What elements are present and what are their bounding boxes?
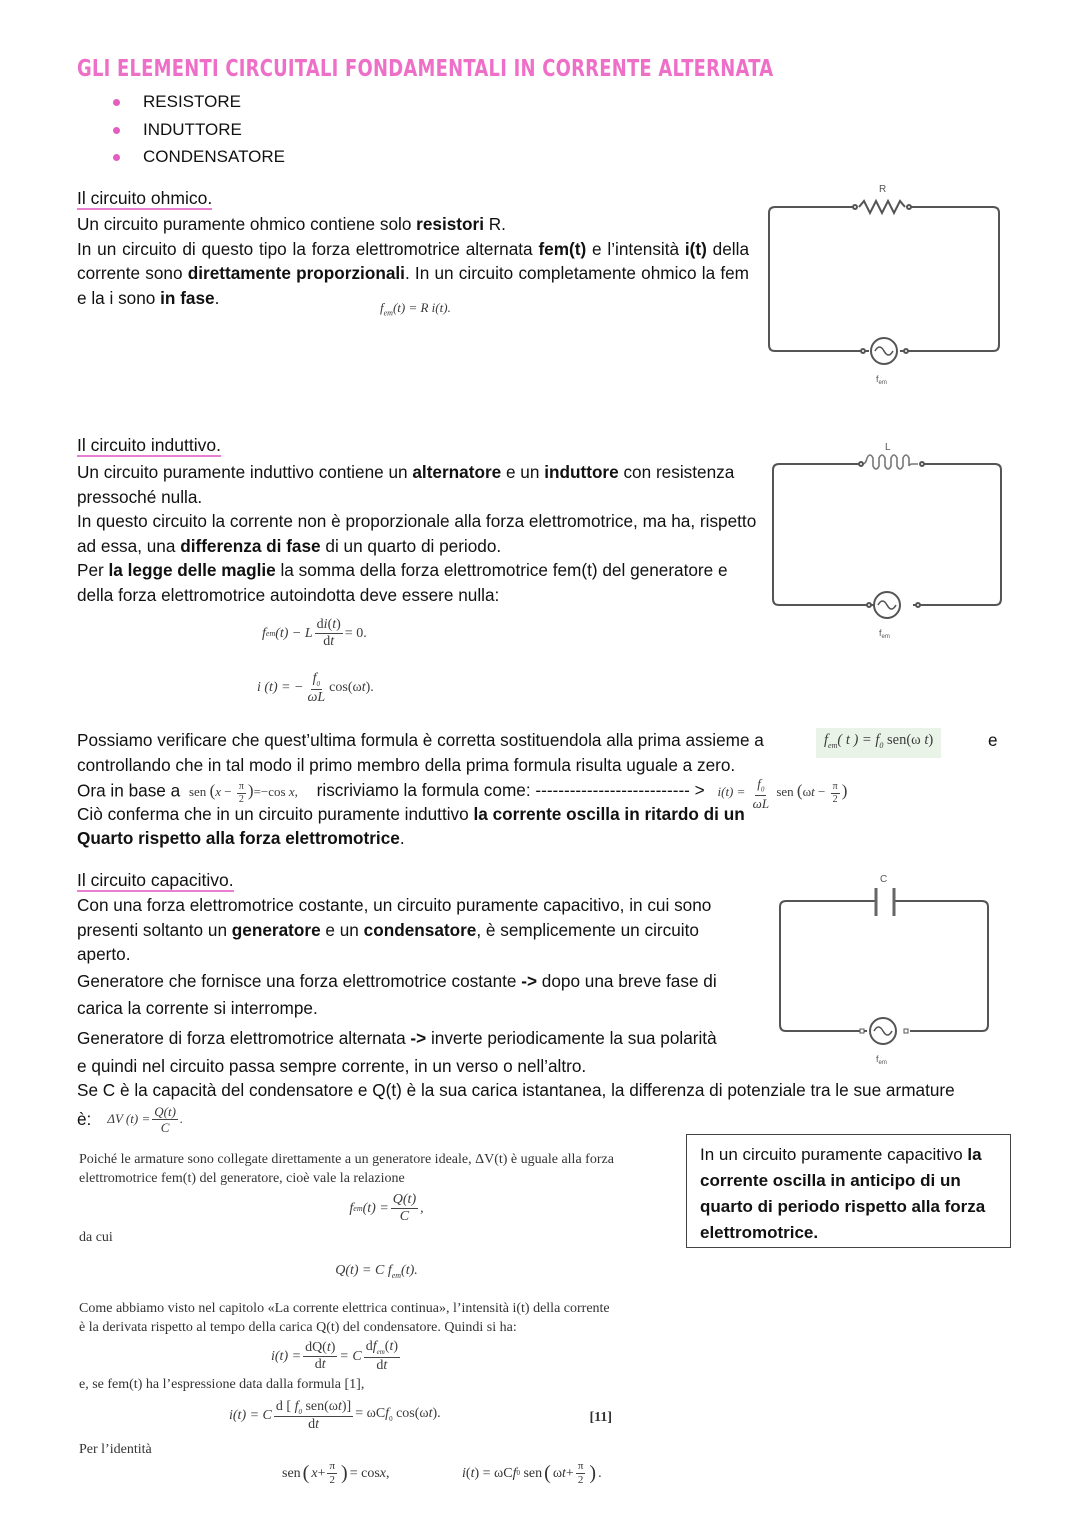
- list-item: INDUTTORE: [110, 118, 285, 146]
- svg-text:C: C: [880, 874, 888, 885]
- book-formula-1: f em (t) = $\frac{Q(t)}{C}$ ,: [349, 1192, 424, 1224]
- bullet-dot-icon: [113, 99, 120, 106]
- book-formula-2: Q(t) = C $f_{em}(t)$.: [335, 1263, 418, 1280]
- dv-formula: ΔV (t) = $\frac{Q(t)}{C}$ .: [107, 1103, 184, 1135]
- svg-text:fem: $f_{em}$: [876, 1054, 887, 1066]
- book-formula-3: i(t) = $\frac{dQ(t)}{dt}$ = C $\frac{df_{em}(t)}{dt}$: [271, 1338, 398, 1373]
- book-formula-5b: i ( t ) = ωC f 0 sen ( ω t + $\frac{\pi}{2}$ ) .: [462, 1459, 602, 1486]
- element-list: [110, 90, 285, 173]
- verification-paragraph: Possiamo verificare che quest’ultima formula è corretta sostituendola alla prima assieme a $f_{em}$( t ) = $f_0$ sen(ω t) e controllando che in tal modo il primo membro della prima formula risulta uguale a zero. Ora in base a sen (x − $\frac{\pi}{2}$ )=−cos x, riscriviamo la formula come: --------------------------- > i(t) = $\frac{f_0}{\omega L}$ sen (ωt − $\frac{\pi}{2}$ ) Ciò conferma che in un circuito puramente induttivo la corrente oscilla in ritardo di un Quarto rispetto alla forza elettromotrice.: [77, 730, 998, 848]
- capacitive-heading: Il circuito capacitivo.: [77, 870, 234, 890]
- inductor-icon: [862, 455, 918, 469]
- svg-text:fem: $f_{em}$: [879, 628, 890, 640]
- capacitor-circuit-diagram: [772, 868, 997, 1068]
- rewritten-formula: i(t) = $\frac{f_0}{\omega L}$ sen (ωt − $\frac{\pi}{2}$ ): [717, 776, 848, 811]
- key-concept-box: In un circuito puramente capacitivo la corrente oscilla in anticipo di un quarto di periodo rispetto alla forza elettromotrice.: [686, 1134, 1011, 1248]
- inductive-paragraph: Un circuito puramente induttivo contiene un alternatore e un induttore con resistenza pressoché nulla. In questo circuito la corrente non è proporzionale alla forza elettromotrice, ma ha, rispetto ad essa, una differenza di fase di un quarto di periodo. Per la legge delle maglie la somma della forza elettromotrice fem(t) del generatore e della forza elettromotrice autoindotta deve essere nulla:: [77, 462, 757, 605]
- ohmic-formula: $f_{em}(t) = R$ i(t).: [380, 300, 451, 318]
- capacitance-paragraph: Se C è la capacità del condensatore e Q(t) è la sua carica istantanea, la differenza di potenziale tra le sue armature è: ΔV (t) = $\frac{Q(t)}{C}$ .: [77, 1080, 955, 1135]
- page-title: GLI ELEMENTI CIRCUITALI FONDAMENTALI IN CORRENTE ALTERNATA: [77, 56, 774, 82]
- capacitive-paragraph: Con una forza elettromotrice costante, un circuito puramente capacitivo, in cui sono presenti soltanto un generatore e un condensatore, è semplicemente un circuito aperto. Generatore che fornisce una forza elettromotrice costante -> dopo una breve fase di carica la corrente si interrompe. Generatore di forza elettromotrice alternata -> inverte periodicamente la sua polarità e quindi nel circuito passa sempre corrente, in un verso o nell’altro.: [77, 895, 717, 1076]
- ohmic-heading: Il circuito ohmico.: [77, 188, 213, 208]
- resistor-icon: [859, 201, 905, 213]
- svg-text:fem: $f_{em}$: [876, 374, 887, 386]
- bullet-dot-icon: [113, 127, 120, 134]
- inductive-formula-1: f em (t) − L $\frac{di(t)}{dt}$ = 0.: [262, 617, 367, 649]
- svg-text:L: L: [885, 442, 891, 453]
- bullet-dot-icon: [113, 154, 120, 161]
- inductive-heading: Il circuito induttivo.: [77, 435, 221, 455]
- svg-text:R: R: [879, 184, 887, 195]
- highlighted-formula: $f_{em}$( t ) = $f_0$ sen(ω t): [816, 728, 941, 758]
- inductive-formula-2: i (t) = − $\frac{f_0}{\omega L}$ cos(ωt).: [257, 671, 374, 705]
- resistor-circuit-diagram: [762, 180, 1007, 390]
- list-item: RESISTORE: [110, 90, 285, 118]
- ohmic-paragraph: Un circuito puramente ohmico contiene solo resistori R. In un circuito di questo tipo la forza elettromotrice alternata fem(t) e l’intensità i(t) della corrente sono direttamente proporzionali. In un circuito completamente ohmico la fem e la i sono in fase.: [77, 214, 750, 308]
- textbook-excerpt: Poiché le armature sono collegate direttamente a un generatore ideale, ΔV(t) è uguale alla forza elettromotrice fem(t) del generatore, cioè vale la relazione f em (t) = $\frac{Q(t)}{C}$ , da cui Q(t) = C $f_{em}(t)$. Come abbiamo visto nel capitolo «La corrente elettrica continua», l’intensità i(t) della corrente è la derivata rispetto al tempo della carica Q(t) del condensatore. Quindi si ha: i(t) = $\frac{dQ(t)}{dt}$ = C $\frac{df_{em}(t)}{dt}$ e, se fem(t) ha l’espressione data dalla formula [1], i(t) = C $\frac{d [ f_0 sen(\omega t)]}{dt}$ = ωCf$_0$ cos(ωt). [11] Per l’identità sen ( x + $\frac{\pi}{2}$ ) = cos x , i ( t ) = ωC f 0 sen ( ω t + $\frac{\pi}{2}$ ) .: [79, 1152, 614, 1486]
- book-formula-5a: sen ( x + $\frac{\pi}{2}$ ) = cos x ,: [282, 1459, 390, 1486]
- list-item: CONDENSATORE: [110, 145, 285, 173]
- book-formula-4: i(t) = C $\frac{d [ f_0 sen(\omega t)]}{dt}$ = ωCf$_0$ cos(ωt).: [229, 1398, 441, 1433]
- inductor-circuit-diagram: [766, 435, 1011, 645]
- capacitor-icon: [876, 888, 894, 916]
- identity-formula: sen (x − $\frac{\pi}{2}$ )=−cos x,: [188, 780, 298, 805]
